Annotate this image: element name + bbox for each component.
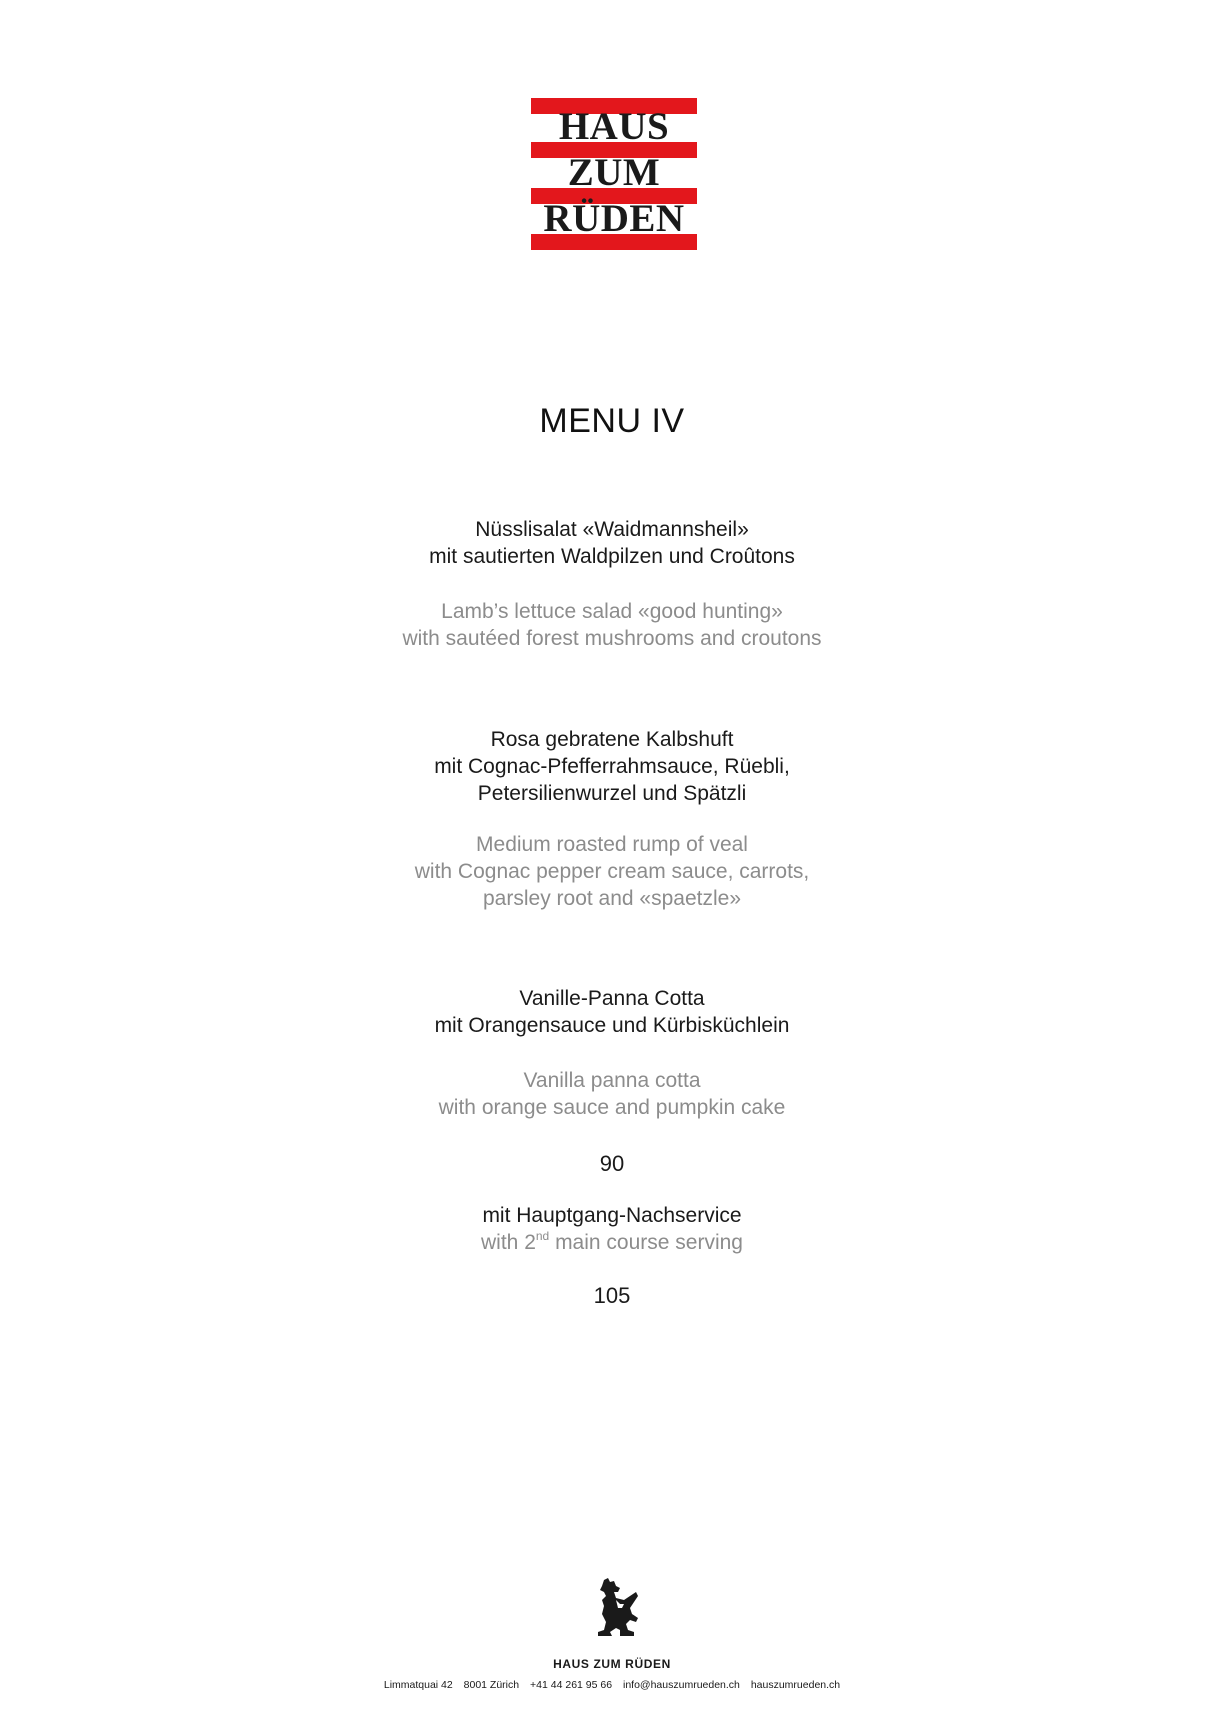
- restaurant-logo: [531, 98, 697, 250]
- course-2-german: [0, 726, 1224, 807]
- second-serving-german: mit Hauptgang-Nachservice: [482, 1204, 742, 1227]
- footer-address: Limmatquai 42: [383, 1679, 453, 1691]
- course-3-de-line: Vanille-Panna Cotta: [519, 987, 705, 1010]
- footer-city: 8001 Zürich: [463, 1679, 520, 1691]
- logo-word-zum: ZUM: [567, 151, 661, 194]
- rampant-dog-icon: [590, 1578, 640, 1636]
- footer-restaurant-name: HAUS ZUM RÜDEN: [553, 1657, 671, 1671]
- logo-word-rueden: RÜDEN: [543, 197, 685, 240]
- course-1-de-line: Nüsslisalat «Waidmannsheil»: [475, 518, 749, 541]
- footer-contact: [0, 1679, 1224, 1691]
- course-1-german: [0, 516, 1224, 570]
- course-3-en-line: with orange sauce and pumpkin cake: [438, 1096, 786, 1119]
- course-1-en-line: Lamb’s lettuce salad «good hunting»: [441, 600, 783, 623]
- course-3-en-line: Vanilla panna cotta: [523, 1069, 701, 1092]
- ordinal-suffix: nd: [535, 1229, 550, 1243]
- course-3-de-line: mit Orangensauce und Kürbisküchlein: [434, 1014, 790, 1037]
- course-2-english: [0, 831, 1224, 912]
- course-2-en-line: with Cognac pepper cream sauce, carrots,: [414, 860, 810, 883]
- second-serving-english: [0, 1229, 1224, 1256]
- course-2-en-line: Medium roasted rump of veal: [476, 833, 748, 856]
- footer-email: info@hauszumrueden.ch: [623, 1679, 740, 1691]
- second-serving-en-suffix: main course serving: [549, 1231, 743, 1254]
- menu-title: MENU IV: [539, 402, 685, 440]
- course-2-en-line: parsley root and «spaetzle»: [483, 887, 741, 910]
- course-2-de-line: Rosa gebratene Kalbshuft: [490, 728, 734, 751]
- second-serving-en-prefix: with 2: [481, 1231, 536, 1254]
- logo-word-haus: HAUS: [558, 105, 670, 148]
- course-1-de-line: mit sautierten Waldpilzen und Croûtons: [429, 545, 795, 568]
- footer-website: hauszumrueden.ch: [750, 1679, 841, 1691]
- footer-phone: +41 44 261 95 66: [530, 1679, 613, 1691]
- menu-price: 90: [599, 1151, 625, 1176]
- course-1-english: [0, 598, 1224, 652]
- course-2-de-line: Petersilienwurzel und Spätzli: [477, 782, 747, 805]
- course-3-german: [0, 985, 1224, 1039]
- course-1-en-line: with sautéed forest mushrooms and croutons: [402, 627, 822, 650]
- course-3-english: [0, 1067, 1224, 1121]
- menu-price-with-second-serving: 105: [593, 1283, 631, 1308]
- course-2-de-line: mit Cognac-Pfefferrahmsauce, Rüebli,: [434, 755, 790, 778]
